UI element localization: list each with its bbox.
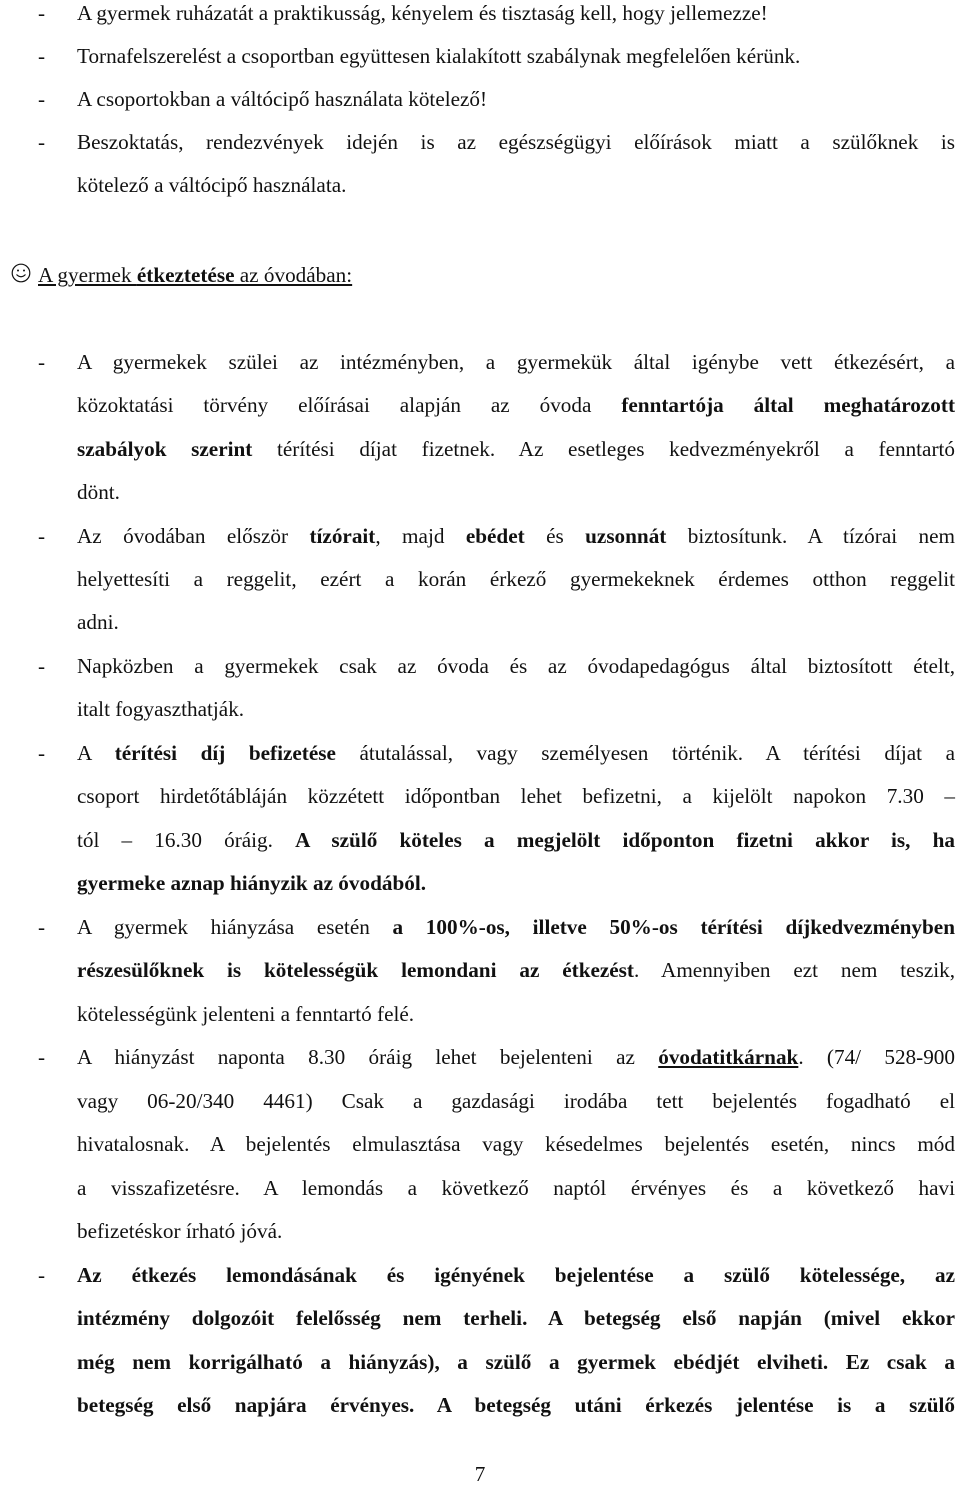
list-item-text: helyettesíti a reggelit, ezért a korán érkező gyermekeknek érdemes otthon reggelit (77, 567, 955, 591)
list-dash: - (38, 1, 46, 25)
list-item-text: befizetéskor írható jóvá. (77, 1219, 283, 1243)
list-item-text: kötelességünk jelenteni a fenntartó felé. (77, 1002, 415, 1026)
list-dash: - (38, 654, 46, 678)
list-item-text: csoport hirdetőtábláján közzétett időpontban lehet befizetni, a kijelölt napokon 7.30 – (77, 784, 955, 808)
list-dash: - (38, 741, 46, 765)
list-item-text: A csoportokban a váltócipő használata kötelező! (77, 87, 488, 111)
list-item-text: A hiányzást naponta 8.30 óráig lehet bejelenteni az óvodatitkárnak. (74/ 528-900 (77, 1045, 955, 1069)
list-item-text: italt fogyaszthatják. (77, 697, 245, 721)
list-item-text: Tornafelszerelést a csoportban együttesen kialakított szabálynak megfelelően kérünk. (77, 44, 801, 68)
list-item-text: Beszoktatás, rendezvények idején is az egészségügyi előírások miatt a szülőknek is (77, 130, 955, 154)
list-item-text: tól – 16.30 óráig. A szülő köteles a megjelölt időponton fizetni akkor is, ha (77, 828, 955, 852)
list-item-text: A gyermekek szülei az intézményben, a gyermekük által igénybe vett étkezésért, a (77, 350, 955, 374)
list-item-text: A térítési díj befizetése átutalással, vagy személyesen történik. A térítési díjat a (77, 741, 955, 765)
list-item-text: a visszafizetésre. A lemondás a következő naptól érvényes és a következő havi (77, 1176, 955, 1200)
list-dash: - (38, 44, 46, 68)
list-item-text: intézmény dolgozóit felelősség nem terheli. A betegség első napján (mivel ekkor (77, 1306, 955, 1330)
list-item-text: adni. (77, 610, 119, 634)
list-dash: - (38, 1045, 46, 1069)
list-item-text: dönt. (77, 480, 120, 504)
list-item-text: hivatalosnak. A bejelentés elmulasztása vagy késedelmes bejelentés esetén, nincs mód (77, 1132, 955, 1156)
list-dash: - (38, 524, 46, 548)
list-item-text: Napközben a gyermekek csak az óvoda és az óvodapedagógus által biztosított ételt, (77, 654, 955, 678)
list-dash: - (38, 915, 46, 939)
list-item-text: Az óvodában először tízórait, majd ebédet és uzsonnát biztosítunk. A tízórai nem (77, 524, 955, 548)
list-item-text: A gyermek hiányzása esetén a 100%-os, illetve 50%-os térítési díjkedvezményben (77, 915, 955, 939)
list-dash: - (38, 350, 46, 374)
list-item-text: A gyermek ruházatát a praktikusság, kényelem és tisztaság kell, hogy jellemezze! (77, 1, 768, 25)
list-item-text: Az étkezés lemondásának és igényének bejelentése a szülő kötelessége, az (77, 1263, 955, 1287)
list-dash: - (38, 130, 46, 154)
heading-text: A gyermek étkeztetése az óvodában: (38, 263, 353, 287)
list-item-text: részesülőknek is kötelességük lemondani az étkezést. Amennyiben ezt nem teszik, (77, 958, 956, 982)
list-item-text: közoktatási törvény előírásai alapján az óvoda fenntartója által meghatározott (77, 393, 955, 417)
page-number: 7 (474, 1462, 486, 1486)
list-item-text: kötelező a váltócipő használata. (77, 173, 347, 197)
list-item-text: szabályok szerint térítési díjat fizetnek. Az esetleges kedvezményekről a fenntartó (77, 437, 955, 461)
list-item-text: gyermeke aznap hiányzik az óvodából. (77, 871, 427, 895)
list-item-text: vagy 06-20/340 4461) Csak a gazdasági irodába tett bejelentés fogadható el (77, 1089, 955, 1113)
list-item-text: még nem korrigálható a hiányzás), a szülő a gyermek ebédjét elviheti. Ez csak a (77, 1350, 955, 1374)
list-item-text: betegség első napjára érvényes. A betegség utáni érkezés jelentése is a szülő (77, 1393, 955, 1417)
smiley-icon (11, 263, 31, 283)
list-dash: - (38, 1263, 46, 1287)
list-dash: - (38, 87, 46, 111)
